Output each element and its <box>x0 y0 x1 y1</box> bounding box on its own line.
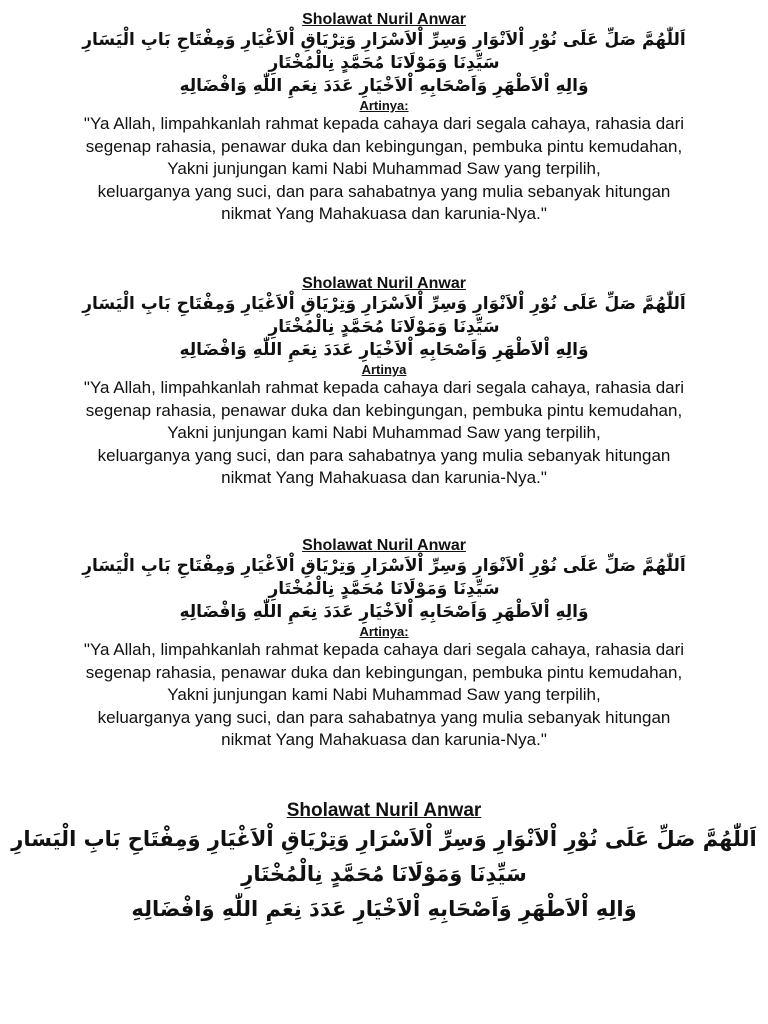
translation-line-5: nikmat Yang Mahakuasa dan karunia-Nya." <box>221 204 547 224</box>
artinya-label: Artinya: <box>359 624 409 639</box>
sholawat-section-4 <box>0 800 768 927</box>
translation-line-4: keluarganya yang suci, dan para sahabatnya yang mulia sebanyak hitungan <box>97 707 671 727</box>
translation-line-2: segenap rahasia, penawar duka dan kebingungan, pembuka pintu kemudahan, <box>85 662 683 682</box>
arabic-line-3: وَالِهِ اْلاَطْهَرِ وَاَصْحَابِهِ اْلاَخْيَارِ عَدَدَ نِعَمِ اللّٰهِ وَافْضَالِهِ <box>179 76 589 96</box>
artinya-label: Artinya: <box>359 98 409 113</box>
translation-line-4: keluarganya yang suci, dan para sahabatnya yang mulia sebanyak hitungan <box>97 181 671 201</box>
sholawat-section-2 <box>0 275 768 490</box>
translation-line-3: Yakni junjungan kami Nabi Muhammad Saw yang terpilih, <box>167 685 601 705</box>
arabic-line-3: وَالِهِ اْلاَطْهَرِ وَاَصْحَابِهِ اْلاَخْيَارِ عَدَدَ نِعَمِ اللّٰهِ وَافْضَالِهِ <box>131 897 637 921</box>
sholawat-section-1 <box>0 11 768 226</box>
translation-line-1: "Ya Allah, limpahkanlah rahmat kepada cahaya dari segala cahaya, rahasia dari <box>83 378 685 397</box>
section-title: Sholawat Nuril Anwar <box>302 275 466 292</box>
arabic-line-2: سَيِّدِنَا وَمَوْلَانَا مُحَمَّدٍ نِالْمُخْتَارِ <box>268 317 500 337</box>
arabic-line-3: وَالِهِ اْلاَطْهَرِ وَاَصْحَابِهِ اْلاَخْيَارِ عَدَدَ نِعَمِ اللّٰهِ وَافْضَالِهِ <box>179 340 589 360</box>
arabic-line-1: اَللّٰهُمَّ صَلِّ عَلَى نُوْرِ اْلاَنْوَارِ وَسِرِّ اْلاَسْرَارِ وَتِرْيَاقِ اْلاَغْيَارِ وَمِفْتَاحِ بَابِ الْيَسَارِ <box>82 30 686 50</box>
section-title: Sholawat Nuril Anwar <box>286 800 482 821</box>
arabic-line-1: اَللّٰهُمَّ صَلِّ عَلَى نُوْرِ اْلاَنْوَارِ وَسِرِّ اْلاَسْرَارِ وَتِرْيَاقِ اْلاَغْيَارِ وَمِفْتَاحِ بَابِ الْيَسَارِ <box>82 294 686 314</box>
translation-line-4: keluarganya yang suci, dan para sahabatnya yang mulia sebanyak hitungan <box>97 445 671 465</box>
artinya-label: Artinya <box>361 362 407 377</box>
sholawat-section-3 <box>0 537 768 752</box>
translation-line-5: nikmat Yang Mahakuasa dan karunia-Nya." <box>221 468 547 488</box>
arabic-line-2: سَيِّدِنَا وَمَوْلَانَا مُحَمَّدٍ نِالْمُخْتَارِ <box>268 579 500 599</box>
arabic-line-1: اَللّٰهُمَّ صَلِّ عَلَى نُوْرِ اْلاَنْوَارِ وَسِرِّ اْلاَسْرَارِ وَتِرْيَاقِ اْلاَغْيَارِ وَمِفْتَاحِ بَابِ الْيَسَارِ <box>11 827 757 851</box>
translation-line-3: Yakni junjungan kami Nabi Muhammad Saw yang terpilih, <box>167 159 601 179</box>
translation-line-1: "Ya Allah, limpahkanlah rahmat kepada cahaya dari segala cahaya, rahasia dari <box>83 114 685 133</box>
translation-line-2: segenap rahasia, penawar duka dan kebingungan, pembuka pintu kemudahan, <box>85 400 683 420</box>
arabic-line-2: سَيِّدِنَا وَمَوْلَانَا مُحَمَّدٍ نِالْمُخْتَارِ <box>241 862 527 886</box>
arabic-line-2: سَيِّدِنَا وَمَوْلَانَا مُحَمَّدٍ نِالْمُخْتَارِ <box>268 53 500 73</box>
translation-line-5: nikmat Yang Mahakuasa dan karunia-Nya." <box>221 730 547 750</box>
arabic-line-1: اَللّٰهُمَّ صَلِّ عَلَى نُوْرِ اْلاَنْوَارِ وَسِرِّ اْلاَسْرَارِ وَتِرْيَاقِ اْلاَغْيَارِ وَمِفْتَاحِ بَابِ الْيَسَارِ <box>82 556 686 576</box>
translation-line-2: segenap rahasia, penawar duka dan kebingungan, pembuka pintu kemudahan, <box>85 136 683 156</box>
arabic-line-3: وَالِهِ اْلاَطْهَرِ وَاَصْحَابِهِ اْلاَخْيَارِ عَدَدَ نِعَمِ اللّٰهِ وَافْضَالِهِ <box>179 602 589 622</box>
section-title: Sholawat Nuril Anwar <box>302 11 466 28</box>
translation-line-3: Yakni junjungan kami Nabi Muhammad Saw yang terpilih, <box>167 423 601 443</box>
section-title: Sholawat Nuril Anwar <box>302 537 466 554</box>
translation-line-1: "Ya Allah, limpahkanlah rahmat kepada cahaya dari segala cahaya, rahasia dari <box>83 640 685 659</box>
